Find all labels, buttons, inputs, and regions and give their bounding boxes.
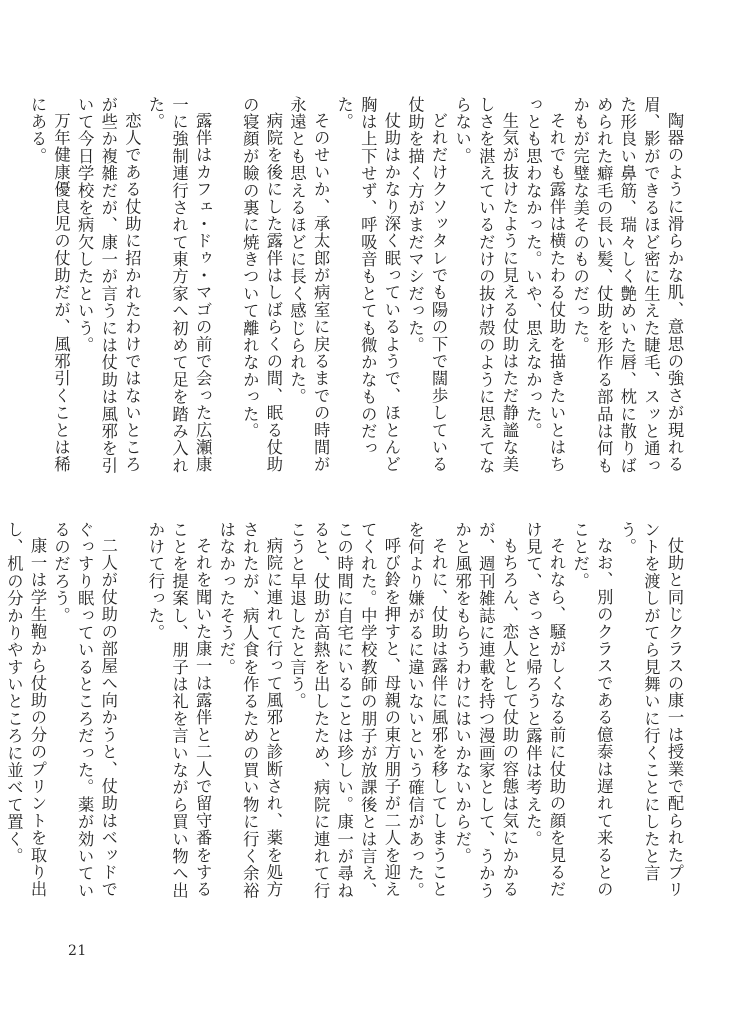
paragraph: 二人が仗助の部屋へ向かうと、仗助はベッドでぐっすり眠っているところだった。薬が効いているのだろう。	[51, 521, 118, 900]
paragraph: 仗助はかなり深く眠っているようで、ほとんど胸は上下せず、呼吸音もとても微かなものだった。	[334, 96, 401, 474]
paragraph: 仗助と同じクラスの康一は授業で配られたプリントを渡しがてら見舞いに行くことにしたと言う。	[617, 521, 684, 899]
paragraph: それなら、騒がしくなる前に仗助の顔を見るだけ見て、さっさと帰ろうと露伴は考えた。	[523, 521, 567, 899]
text-block-upper	[27, 96, 686, 486]
paragraph: 生気が抜けたように見える仗助はただ静謐な美しさを湛えているだけの抜け殻のように思えてならない。	[452, 96, 519, 475]
text-block-lower	[4, 521, 686, 913]
paragraph: 呼び鈴を押すと、母親の東方朋子が二人を迎えてくれた。中学校教師の朋子が放課後とは言え、この時間に自宅にいることは珍しい。康一が尋ねると、仗助が高熱を出したため、病院に連れて行こうと早退したと言う。	[287, 521, 401, 900]
paragraph: それでも露伴は横たわる仗助を描きたいとはちっとも思わなかった。いや、思えなかった。	[523, 96, 567, 474]
paragraph: 病院に連れて行って風邪と診断され、薬を処方されたが、病人食を作るための買い物に行く余裕はなかったそうだ。	[216, 521, 283, 900]
paragraph: 万年健康優良児の仗助だが、風邪引くことは稀にある。	[27, 96, 71, 474]
paragraph: もちろん、恋人として仗助の容態は気にかかるが、週刊雑誌に連載を持つ漫画家として、うかうかと風邪をもらうわけにはいかないからだ。	[452, 521, 519, 900]
paragraph: 恋人である仗助に招かれたわけではないところが些か複雑だが、康一が言うには仗助は風邪を引いて今日学校を病欠したという。	[75, 96, 142, 475]
paragraph: 陶器のように滑らかな肌、意思の強さが現れる眉、影ができるほど密に生えた睫毛、スッと通った形良い鼻筋、瑞々しく艶めいた唇、枕に散りばめられた癖毛の長い髪、仗助を形作る部品は何もかもが完璧な美そのものだった。	[570, 96, 684, 475]
paragraph: なお、別のクラスである億泰は遅れて来るとのことだ。	[570, 521, 614, 899]
paragraph: 病院を後にした露伴はしばらくの間、眠る仗助の寝顔が瞼の裏に焼きついて離れなかった。	[240, 96, 283, 474]
paragraph: そのせいか、承太郎が病室に戻るまでの時間が永遠とも思えるほどに長く感じられた。	[287, 96, 331, 474]
paragraph: どれだけクソッタレでも陽の下で闊歩している仗助を描く方がまだマシだった。	[405, 96, 449, 474]
paragraph: それを聞いた康一は露伴と二人で留守番をすることを提案し、朋子は礼を言いながら買い物へ出かけて行った。	[145, 521, 213, 900]
page-number: 21	[68, 943, 87, 959]
paragraph: 康一は学生鞄から仗助の分のプリントを取り出し、机の分かりやすいところに並べて置く。	[4, 521, 47, 899]
paragraph: それに、仗助は露伴に風邪を移してしまうことを何より嫌がるに違いないという確信があった。	[405, 521, 449, 900]
paragraph: 露伴はカフェ・ドゥ・マゴの前で会った広瀬康一に強制連行されて東方家へ初めて足を踏み入れた。	[145, 96, 213, 475]
